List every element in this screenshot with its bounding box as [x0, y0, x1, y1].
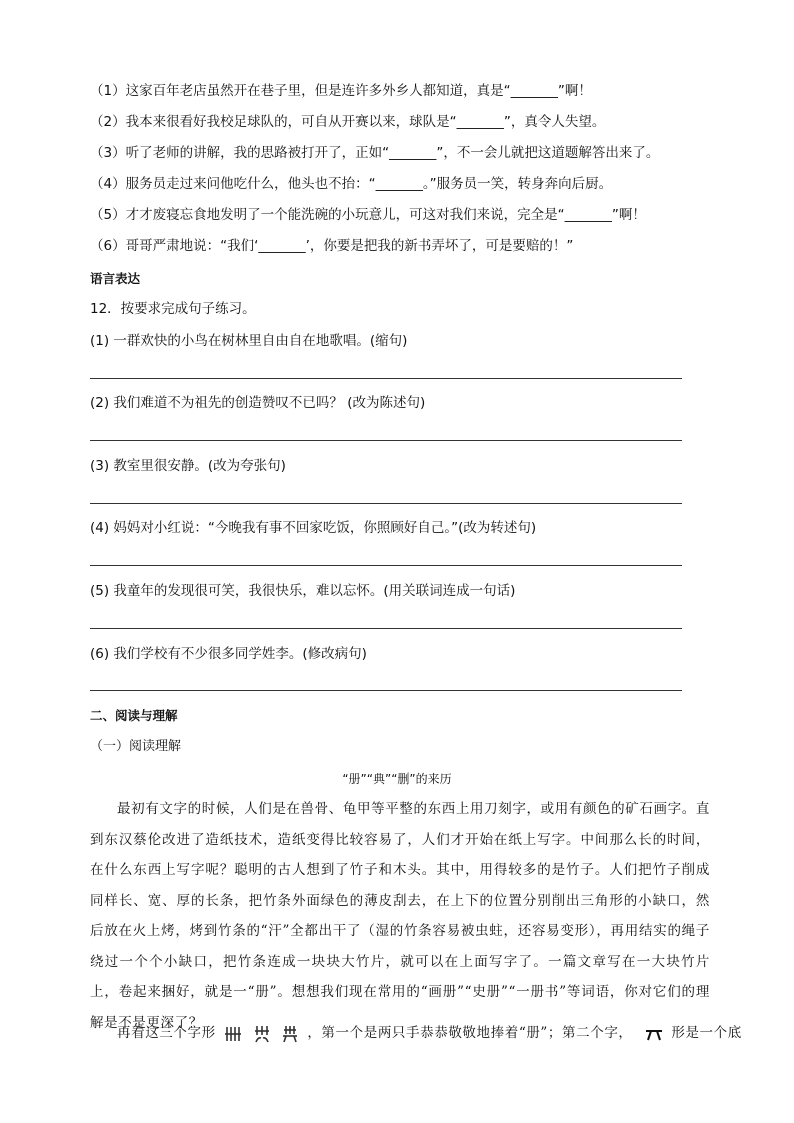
- reading-title: “册”“典”“删”的来历: [342, 772, 452, 786]
- reading-paragraph-2: [117, 1022, 742, 1045]
- sentence-item-3: (3) 教室里很安静。(改为夸张句): [90, 458, 286, 474]
- sentence-item-4: (4) 妈妈对小红说：“今晚我有事不回家吃饭，你照顾好自己。”(改为转述句): [90, 520, 537, 536]
- subsection-heading: （一）阅读理解: [90, 739, 182, 754]
- ancient-glyph-dian-icon: [253, 1025, 271, 1043]
- section-heading-reading: 二、阅读与理解: [90, 708, 178, 723]
- sentence-item-2: (2) 我们难道不为祖先的创造赞叹不已吗？ (改为陈述句): [90, 395, 426, 411]
- sentence-item-1: (1) 一群欢快的小鸟在树林里自由自在地歌唱。(缩句): [90, 333, 408, 349]
- answer-line-6[interactable]: [90, 690, 682, 691]
- answer-line-4[interactable]: [90, 565, 682, 566]
- fill-item-1: （1）这家百年老店虽然开在巷子里，但是连许多外乡人都知道，真是“_______”啊！: [90, 83, 592, 99]
- ancient-glyph-dian-stand-icon: [281, 1025, 299, 1043]
- paragraph-2-mid: ，第一个是两只手恭恭敬敬地捧着“册”；第二个字，: [307, 1025, 633, 1041]
- paragraph-2-end: 形是一个底: [671, 1025, 742, 1041]
- fill-item-4: （4）服务员走过来问他吃什么，他头也不抬：“_______。”服务员一笑，转身奔向后厨。: [90, 176, 613, 192]
- answer-line-2[interactable]: [90, 440, 682, 441]
- sentence-item-5: (5) 我童年的发现很可笑，我很快乐，难以忘怀。(用关联词连成一句话): [90, 583, 516, 599]
- question-12-title: 12．按要求完成句子练习。: [90, 301, 256, 317]
- reading-paragraph-1: 最初有文字的时候，人们是在兽骨、龟甲等平整的东西上用刀刻字，或用有颜色的矿石画字。直到东汉蔡伦改进了造纸技术，造纸变得比较容易了，人们才开始在纸上写字。中间那么长的时间，在什么东西上写字呢？聪明的古人想到了竹子和木头。其中，用得较多的是竹子。人们把竹子削成同样长、宽、厚的长条，把竹条外面绿色的薄皮刮去，在上下的位置分别削出三角形的小缺口，然后放在火上烤，烤到竹条的“汗”全都出干了（湿的竹条容易被虫蛀，还容易变形），再用结实的绳子绕过一个个小缺口，把竹条连成一块块大竹片，就可以在上面写字了。一篇文章写在一大块竹片上，卷起来捆好，就是一“册”。想想我们现在常用的“画册”“史册”“一册书”等词语，你对它们的理解是不是更深了？: [90, 801, 710, 1031]
- answer-line-3[interactable]: [90, 503, 682, 504]
- paragraph-2-start: 再看这三个字形: [117, 1025, 216, 1041]
- answer-line-1[interactable]: [90, 378, 682, 379]
- fill-item-6: （6）哥哥严肃地说：“我们‘_______’，你要是把我的新书弄坏了，可是要赔的！”: [90, 238, 574, 254]
- section-heading-language: 语言表达: [90, 271, 141, 286]
- fill-item-3: （3）听了老师的讲解，我的思路被打开了，正如“_______”，不一会儿就把这道题解答出来了。: [90, 145, 660, 161]
- answer-line-5[interactable]: [90, 628, 682, 629]
- ancient-glyphs: [221, 1023, 303, 1045]
- ancient-glyph-ce-icon: [224, 1025, 242, 1043]
- fill-item-2: （2）我本来很看好我校足球队的，可自从开赛以来，球队是“_______”，真令人失望。: [90, 114, 606, 130]
- fill-item-5: （5）才才废寝忘食地发明了一个能洗碗的小玩意儿，可这对我们来说，完全是“_______”啊！: [90, 207, 646, 223]
- stand-shape-icon: [645, 1025, 663, 1043]
- sentence-item-6: (6) 我们学校有不少很多同学姓李。(修改病句): [90, 646, 367, 662]
